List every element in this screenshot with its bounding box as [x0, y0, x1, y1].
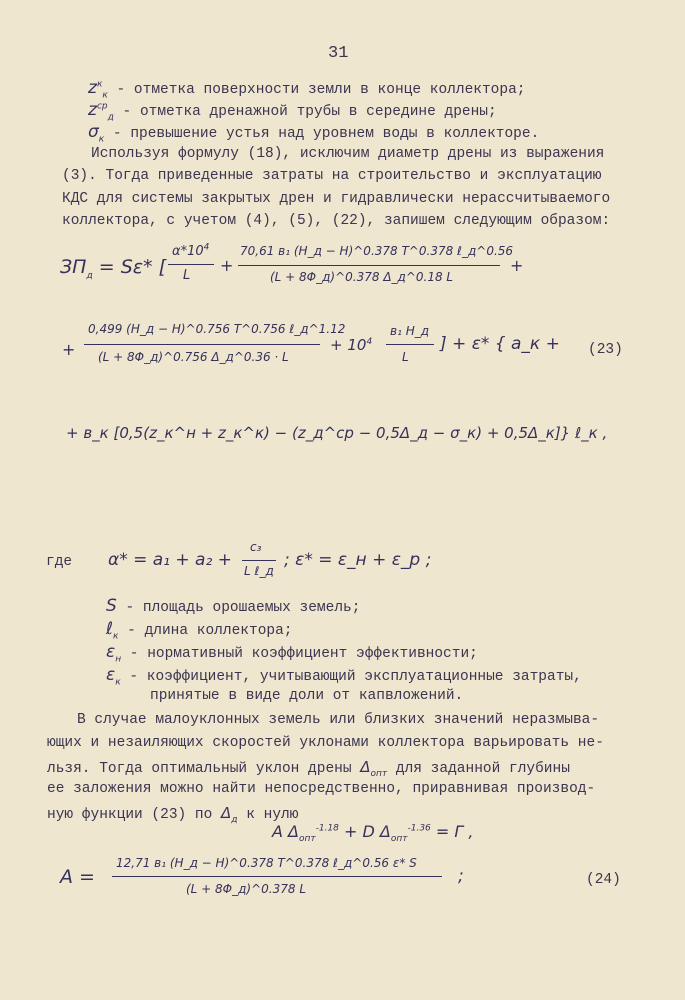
- eq24-den: (L + 8Φ_д)^0.378 L: [186, 882, 307, 896]
- where-alpha-bar: [242, 560, 276, 561]
- def-eps-n: $\varepsilon_н$ - нормативный коэффициент эффективности;: [106, 642, 478, 665]
- eq23-line3: + в_к [0,5(z_к^н + z_к^к) − (z_д^ср − 0,5Δ_д − σ_к) + 0,5Δ_к]} ℓ_к ,: [66, 424, 608, 442]
- def-zd: $z^{ср}_д$ - отметка дренажной трубы в середине дрены;: [88, 100, 497, 123]
- para1-line1: Используя формулу (18), исключим диаметр дрены из выражения: [91, 146, 605, 162]
- eq-gamma: A $\Delta_{опт}^{-1.18} + D$ $\Delta_{опт}^{-1.36} = \Gamma$ ,: [272, 822, 474, 845]
- eq23-t1-bar: [168, 264, 214, 265]
- eq23-t4: + $10^4$: [330, 336, 373, 354]
- def-eps-k: $\varepsilon_к$ - коэффициент, учитывающий эксплуатационные затраты,: [106, 665, 582, 688]
- para1-line3: КДС для системы закрытых дрен и гидравлически нерассчитываемого: [62, 191, 611, 207]
- para1-line4: коллектора, с учетом (4), (5), (22), запишем следующим образом:: [62, 213, 611, 229]
- where-alpha-num: c₃: [250, 540, 262, 554]
- def-S: S - площадь орошаемых земель;: [106, 596, 361, 616]
- para2-line4: ее заложения можно найти непосредственно, приравнивая производ-: [47, 781, 596, 797]
- eq23-tail: ] + ε* { a_к +: [440, 334, 560, 354]
- eq23-plus1: +: [220, 256, 234, 275]
- eq23-t3-den: (L + 8Φ_д)^0.756 Δ_д^0.36 · L: [98, 350, 289, 364]
- eq23-t3-num: 0,499 (H_д − H)^0.756 T^0.756 ℓ_д^1.12: [88, 322, 346, 336]
- def-sigma: $\sigma_к$ - превышение устья над уровнем воды в коллекторе.: [88, 122, 540, 145]
- where-alpha-den: L ℓ_д: [244, 564, 274, 578]
- eq24-lhs: A =: [60, 866, 95, 888]
- eq23-t1-num: $\alpha*10^4$: [172, 242, 210, 259]
- para2-line2: ющих и незаиляющих скоростей уклонами коллектора варьировать не-: [47, 735, 604, 751]
- def-lk: ℓ$_к$ - длина коллектора;: [106, 619, 293, 642]
- eq24-num: 12,71 в₁ (H_д − H)^0.378 T^0.378 ℓ_д^0.56 ε* S: [116, 856, 417, 870]
- eq23-t4-bar: [386, 344, 434, 345]
- def-zk: $z^к_к$ - отметка поверхности земли в конце коллектора;: [88, 78, 526, 101]
- eq23-t2-num: 70,61 в₁ (H_д − H)^0.378 T^0.378 ℓ_д^0.56: [240, 244, 514, 258]
- eq23-t4-num: в₁ H_д: [390, 324, 430, 338]
- eq23-t2-bar: [238, 265, 500, 266]
- para2-line5: ную функции (23) по $\Delta_д$ к нулю: [47, 804, 299, 825]
- eq24-number: (24): [586, 872, 621, 888]
- eq24-tail: ;: [458, 866, 464, 886]
- eq23-plus3: +: [62, 340, 76, 359]
- where-eps: ; ε* = ε_н + ε_р ;: [284, 550, 432, 570]
- eq23-t1-den: L: [183, 268, 191, 283]
- eq23-number: (23): [588, 342, 623, 358]
- eq23-t3-bar: [84, 344, 320, 345]
- eq23-lhs: $ЗП_д = S\varepsilon*$ [: [60, 256, 166, 281]
- eq24-bar: [112, 876, 442, 877]
- where-label: где: [46, 554, 73, 570]
- para2-line3: льзя. Тогда оптимальный уклон дрены $\Delta_{опт}$ для заданной глубины: [47, 758, 570, 779]
- para1-line2: (3). Тогда приведенные затраты на строительство и эксплуатацию: [62, 168, 602, 184]
- para2-line1: В случае малоуклонных земель или близких значений неразмыва-: [77, 712, 600, 728]
- eq23-t2-den: (L + 8Φ_д)^0.378 Δ_д^0.18 L: [270, 270, 454, 284]
- eq23-t4-den: L: [402, 350, 409, 364]
- def-eps-k-cont: принятые в виде доли от капвложений.: [150, 688, 464, 704]
- page-number: 31: [328, 44, 349, 63]
- where-alpha: α* = a₁ + a₂ +: [108, 550, 232, 570]
- eq23-plus2: +: [510, 256, 524, 275]
